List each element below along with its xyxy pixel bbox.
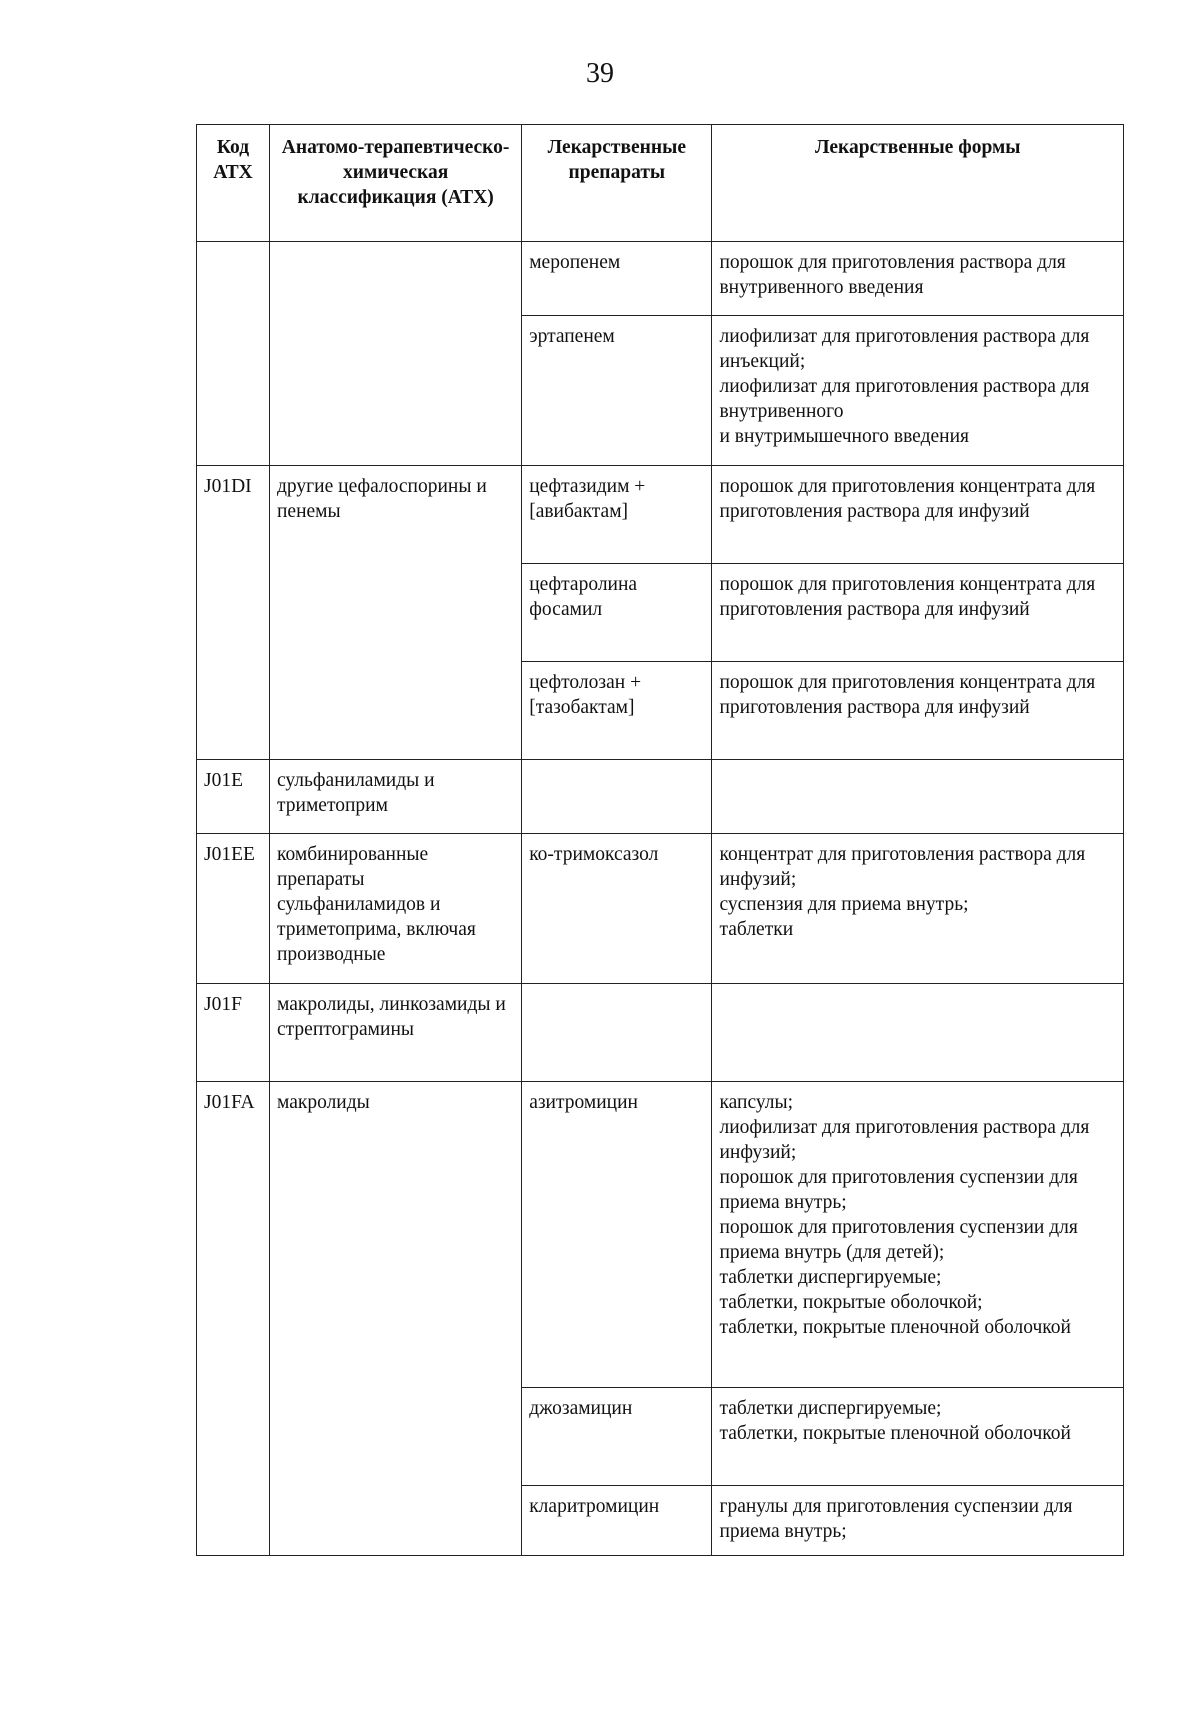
form-item: порошок для приготовления концентрата для приготовления раствора для инфузий <box>719 672 1096 718</box>
cell-forms <box>712 316 1124 466</box>
cell-forms <box>712 564 1124 662</box>
cell-classification: макролиды, линкозамиды и стрептограмины <box>270 984 522 1082</box>
cell-forms <box>712 1486 1124 1556</box>
table-row <box>197 834 1124 984</box>
cell-drug <box>522 984 712 1082</box>
cell-forms <box>712 760 1124 834</box>
table-row <box>197 984 1124 1082</box>
cell-drug: джозамицин <box>522 1388 712 1486</box>
cell-drug: ко-тримоксазол <box>522 834 712 984</box>
form-item: таблетки <box>719 919 794 940</box>
cell-code: J01F <box>197 984 270 1082</box>
form-item: лиофилизат для приготовления раствора для инфузий; <box>719 1117 1090 1163</box>
form-item: таблетки диспергируемые; <box>719 1398 942 1419</box>
cell-classification <box>270 1388 522 1486</box>
cell-drug: кларитромицин <box>522 1486 712 1556</box>
header-drugs: Лекарственные препараты <box>522 125 712 242</box>
cell-classification: другие цефалоспорины и пенемы <box>270 466 522 564</box>
header-classification: Анатомо-терапевтическо-химическая классификация (АТХ) <box>270 125 522 242</box>
cell-drug: цефтаролина фосамил <box>522 564 712 662</box>
form-item: таблетки, покрытые пленочной оболочкой <box>719 1317 1071 1338</box>
cell-code <box>197 662 270 760</box>
table-row <box>197 316 1124 466</box>
cell-code: J01EE <box>197 834 270 984</box>
form-item: лиофилизат для приготовления раствора для инъекций; <box>719 326 1090 372</box>
form-item: порошок для приготовления суспензии для приема внутрь; <box>719 1167 1078 1213</box>
form-item: лиофилизат для приготовления раствора для внутривенного <box>719 376 1090 422</box>
form-item: таблетки, покрытые пленочной оболочкой <box>719 1423 1071 1444</box>
cell-classification <box>270 1486 522 1556</box>
cell-code: J01FA <box>197 1082 270 1388</box>
table-row <box>197 242 1124 316</box>
form-item: порошок для приготовления суспензии для приема внутрь (для детей); <box>719 1217 1078 1263</box>
cell-code <box>197 242 270 316</box>
table-row <box>197 466 1124 564</box>
form-item: таблетки диспергируемые; <box>719 1267 942 1288</box>
table-row <box>197 564 1124 662</box>
cell-forms <box>712 834 1124 984</box>
form-item: капсулы; <box>719 1092 794 1113</box>
table-header-row <box>197 125 1124 242</box>
cell-code: J01E <box>197 760 270 834</box>
cell-classification <box>270 564 522 662</box>
table-row <box>197 1486 1124 1556</box>
cell-forms <box>712 1082 1124 1388</box>
cell-forms <box>712 242 1124 316</box>
cell-classification: комбинированные препараты сульфаниламидов и триметоприма, включая производные <box>270 834 522 984</box>
cell-forms <box>712 662 1124 760</box>
cell-forms <box>712 1388 1124 1486</box>
cell-code: J01DI <box>197 466 270 564</box>
form-item: порошок для приготовления концентрата для приготовления раствора для инфузий <box>719 476 1096 522</box>
table-row <box>197 662 1124 760</box>
form-item: концентрат для приготовления раствора для инфузий; <box>719 844 1086 890</box>
cell-forms <box>712 984 1124 1082</box>
form-item: суспензия для приема внутрь; <box>719 894 969 915</box>
cell-classification <box>270 662 522 760</box>
form-item: гранулы для приготовления суспензии для приема внутрь; <box>719 1496 1073 1542</box>
cell-classification: сульфаниламиды и триметоприм <box>270 760 522 834</box>
form-item: порошок для приготовления концентрата для приготовления раствора для инфузий <box>719 574 1096 620</box>
form-item: и внутримышечного введения <box>719 426 969 447</box>
form-item: порошок для приготовления раствора для внутривенного введения <box>719 252 1066 298</box>
cell-drug: меропенем <box>522 242 712 316</box>
cell-drug: цефтазидим + [авибактам] <box>522 466 712 564</box>
cell-drug <box>522 760 712 834</box>
cell-classification <box>270 242 522 316</box>
cell-code <box>197 316 270 466</box>
table-row <box>197 1388 1124 1486</box>
cell-code <box>197 564 270 662</box>
cell-classification <box>270 316 522 466</box>
form-item: таблетки, покрытые оболочкой; <box>719 1292 983 1313</box>
cell-drug: цефтолозан + [тазобактам] <box>522 662 712 760</box>
table-row <box>197 1082 1124 1388</box>
cell-drug: азитромицин <box>522 1082 712 1388</box>
header-forms: Лекарственные формы <box>712 125 1124 242</box>
atx-table <box>196 124 1124 1556</box>
cell-classification: макролиды <box>270 1082 522 1388</box>
cell-forms <box>712 466 1124 564</box>
cell-code <box>197 1388 270 1486</box>
table-row <box>197 760 1124 834</box>
page-number: 39 <box>586 58 614 89</box>
cell-drug: эртапенем <box>522 316 712 466</box>
header-code: Код АТХ <box>197 125 270 242</box>
cell-code <box>197 1486 270 1556</box>
